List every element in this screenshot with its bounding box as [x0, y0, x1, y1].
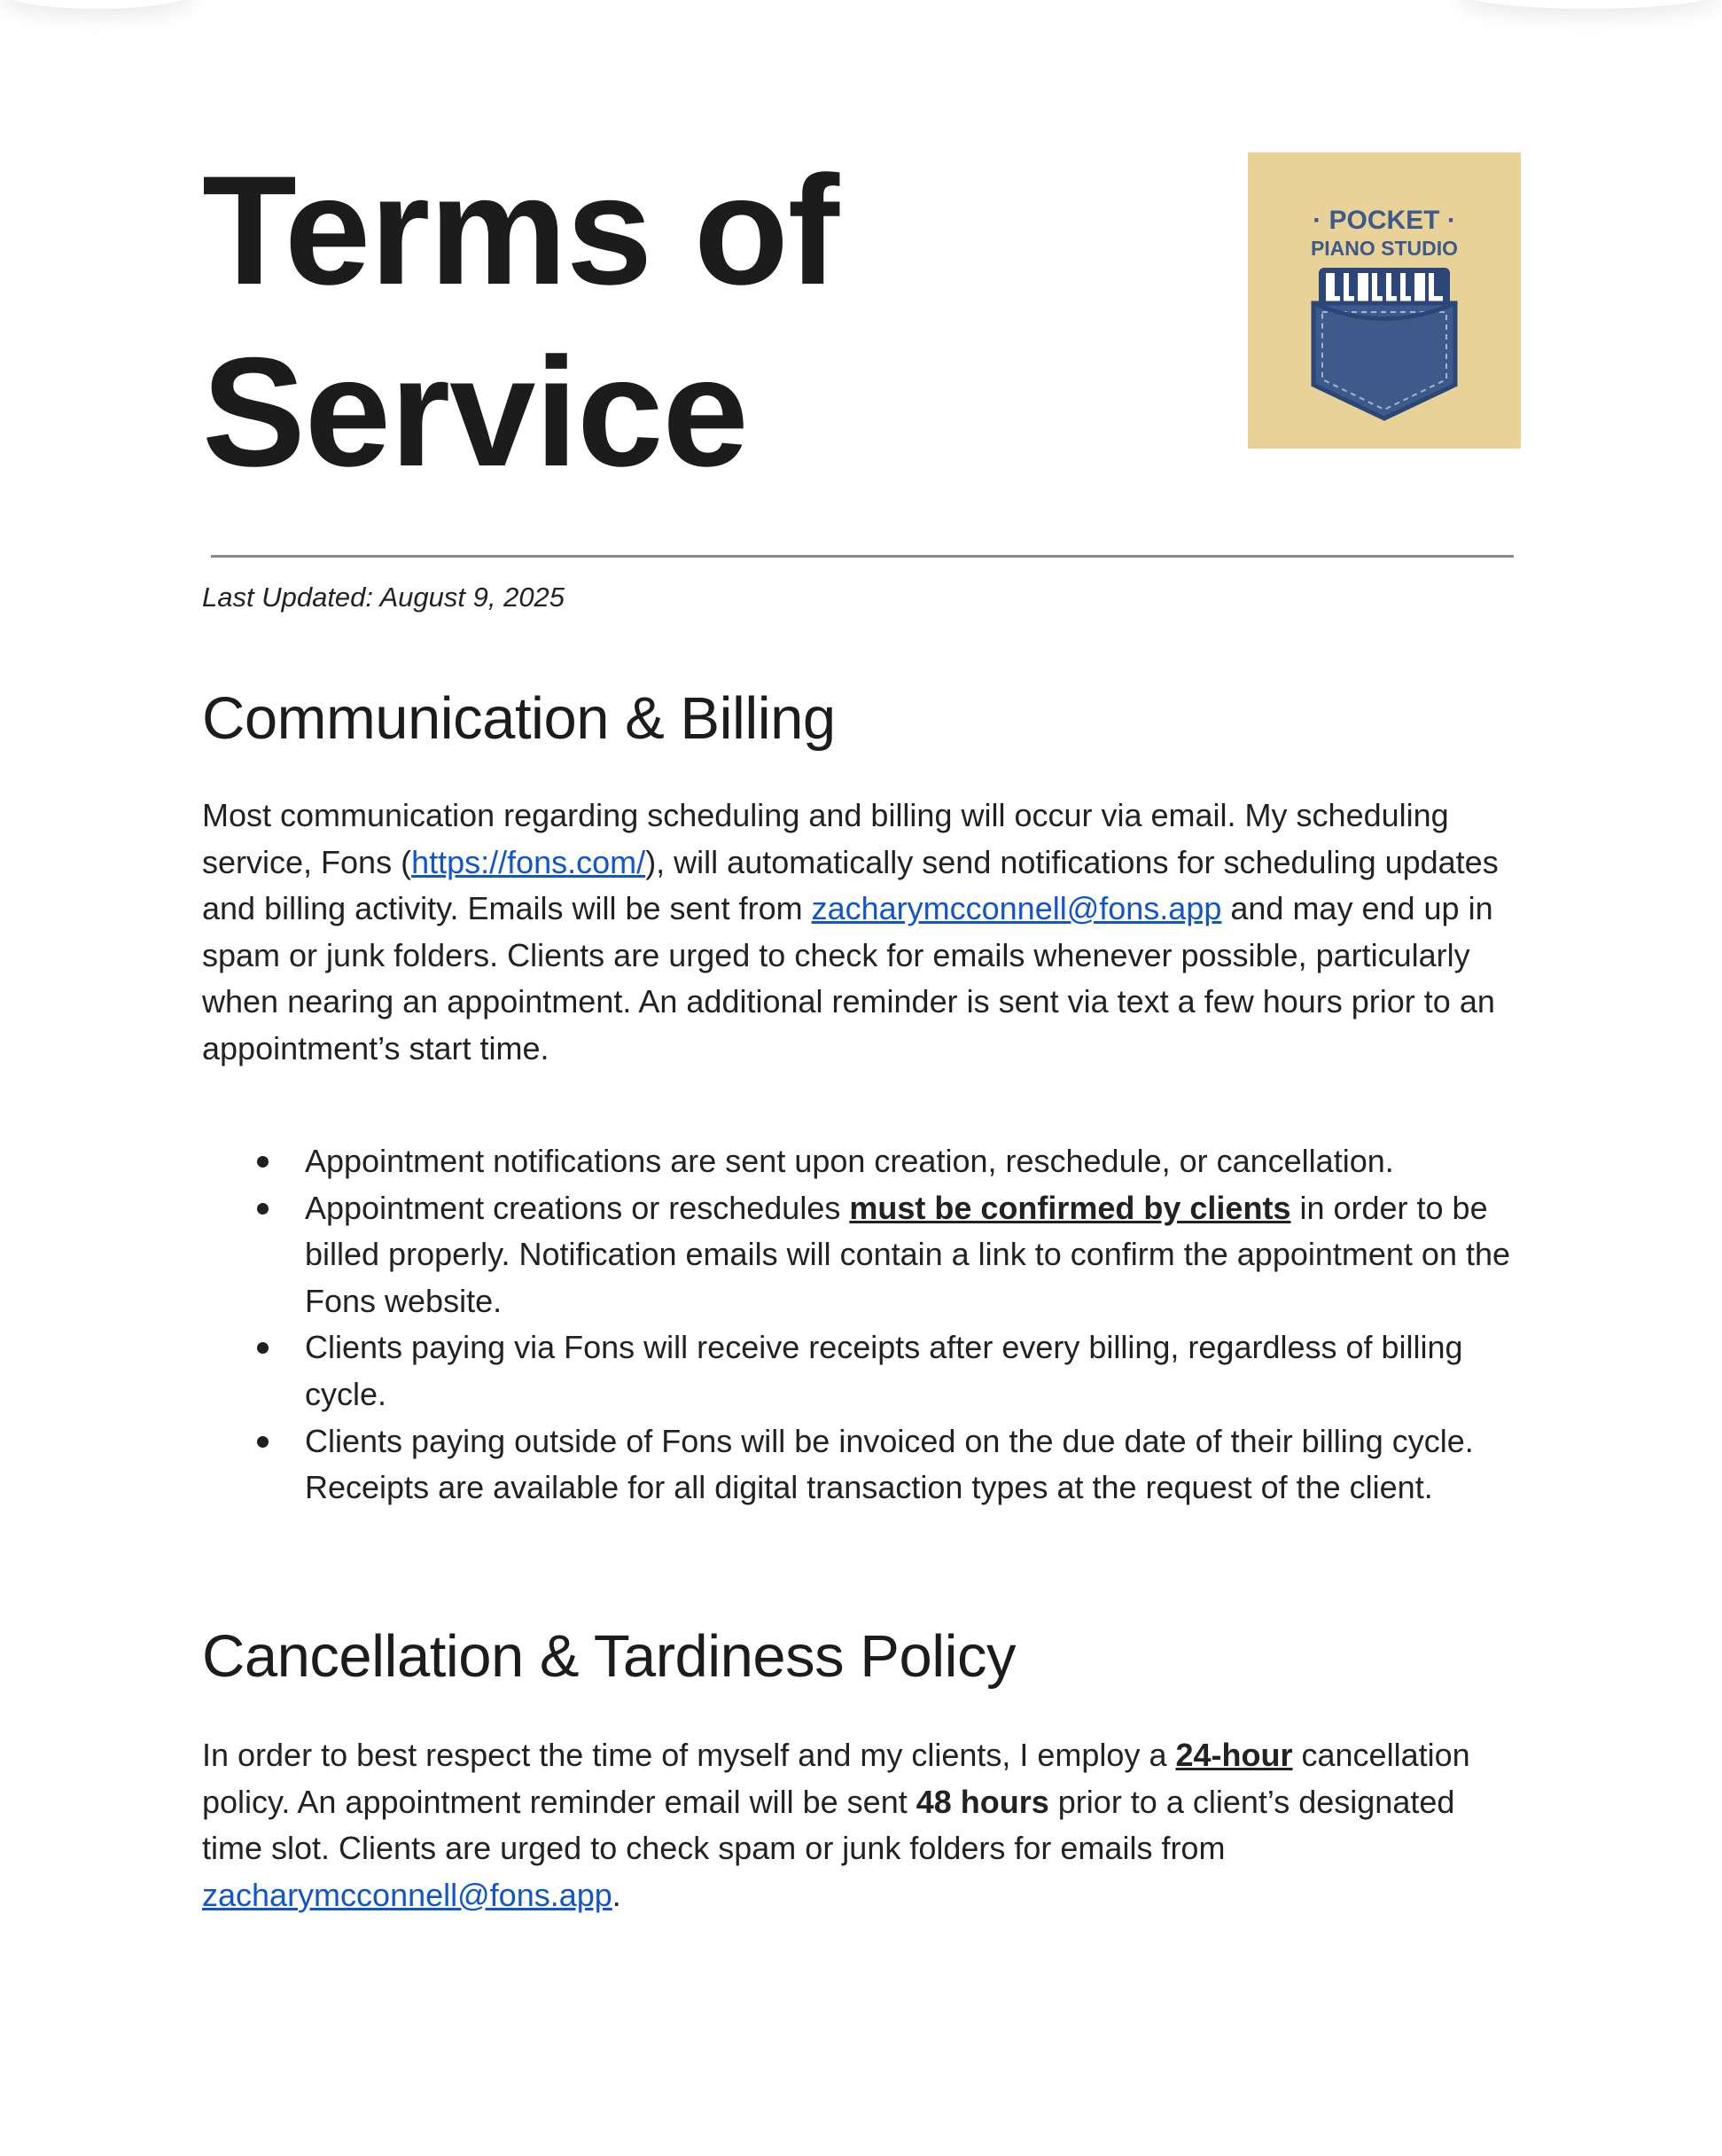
bullet-text: Appointment creations or reschedules [305, 1189, 850, 1226]
piano-pocket-icon [1313, 268, 1455, 418]
list-item [202, 1185, 1523, 1325]
policy-emphasis-48-hours: 48 hours [916, 1783, 1049, 1820]
paragraph-text: prior to a client’s designated time slot. Clients are urged to check spam or junk folders for emails from [202, 1783, 1455, 1867]
logo-text-line-2: PIANO STUDIO [1310, 237, 1459, 260]
bullet-text: Clients paying outside of Fons will be invoiced on the due date of their billing cycle. Receipts are available for all digital transaction types at the request of the client. [305, 1422, 1474, 1506]
paragraph-text: Most communication regarding scheduling and billing will occur via email. My scheduling service, Fons ( [202, 797, 1449, 880]
section-heading-communication-billing: Communication & Billing [202, 685, 836, 752]
paragraph-text: cancellation policy. An appointment reminder email will be sent [202, 1737, 1470, 1820]
bullet-icon [257, 1436, 269, 1448]
bullet-icon [257, 1342, 269, 1354]
title-line-2: Service [202, 326, 748, 499]
paragraph-text: and may end up in spam or junk folders. Clients are urged to check for emails whenever possible, particularly when nearing an appointment. An additional reminder is sent via text a few hours prior to an appointment’s start time. [202, 890, 1495, 1066]
cancellation-paragraph [202, 1732, 1523, 1918]
page-corner-shadow [0, 0, 195, 9]
last-updated: Last Updated: August 9, 2025 [202, 582, 565, 613]
section-heading-cancellation-policy: Cancellation & Tardiness Policy [202, 1623, 1017, 1690]
page-corner-shadow [1456, 0, 1722, 9]
bullet-emphasis: must be confirmed by clients [849, 1189, 1291, 1226]
billing-bullet-list [202, 1138, 1523, 1512]
pocket-piano-studio-logo [1248, 152, 1521, 449]
email-link[interactable]: zacharymcconnell@fons.app [202, 1876, 612, 1913]
list-item [202, 1418, 1523, 1512]
bullet-text: in order to be billed properly. Notification emails will contain a link to confirm the appointment on the Fons website. [305, 1189, 1511, 1319]
paragraph-text: . [612, 1876, 621, 1913]
bullet-icon [257, 1156, 269, 1168]
list-item [202, 1138, 1523, 1185]
document-title [202, 140, 1088, 504]
email-link[interactable]: zacharymcconnell@fons.app [811, 890, 1222, 927]
horizontal-divider [211, 555, 1514, 558]
fons-website-link[interactable]: https://fons.com/ [411, 843, 646, 880]
communication-paragraph [202, 793, 1523, 1073]
logo-text-line-1: · POCKET · [1313, 206, 1456, 235]
bullet-text: Clients paying via Fons will receive receipts after every billing, regardless of billing cycle. [305, 1329, 1463, 1412]
paragraph-text: In order to best respect the time of myself and my clients, I employ a [202, 1737, 1176, 1773]
policy-emphasis-24-hour: 24-hour [1175, 1737, 1293, 1773]
bullet-text: Appointment notifications are sent upon creation, reschedule, or cancellation. [305, 1143, 1394, 1179]
list-item [202, 1324, 1523, 1418]
title-line-1: Terms of [202, 145, 839, 317]
bullet-icon [257, 1203, 269, 1215]
paragraph-text: ), will automatically send notifications for scheduling updates and billing activity. Emails will be sent from [202, 843, 1499, 927]
